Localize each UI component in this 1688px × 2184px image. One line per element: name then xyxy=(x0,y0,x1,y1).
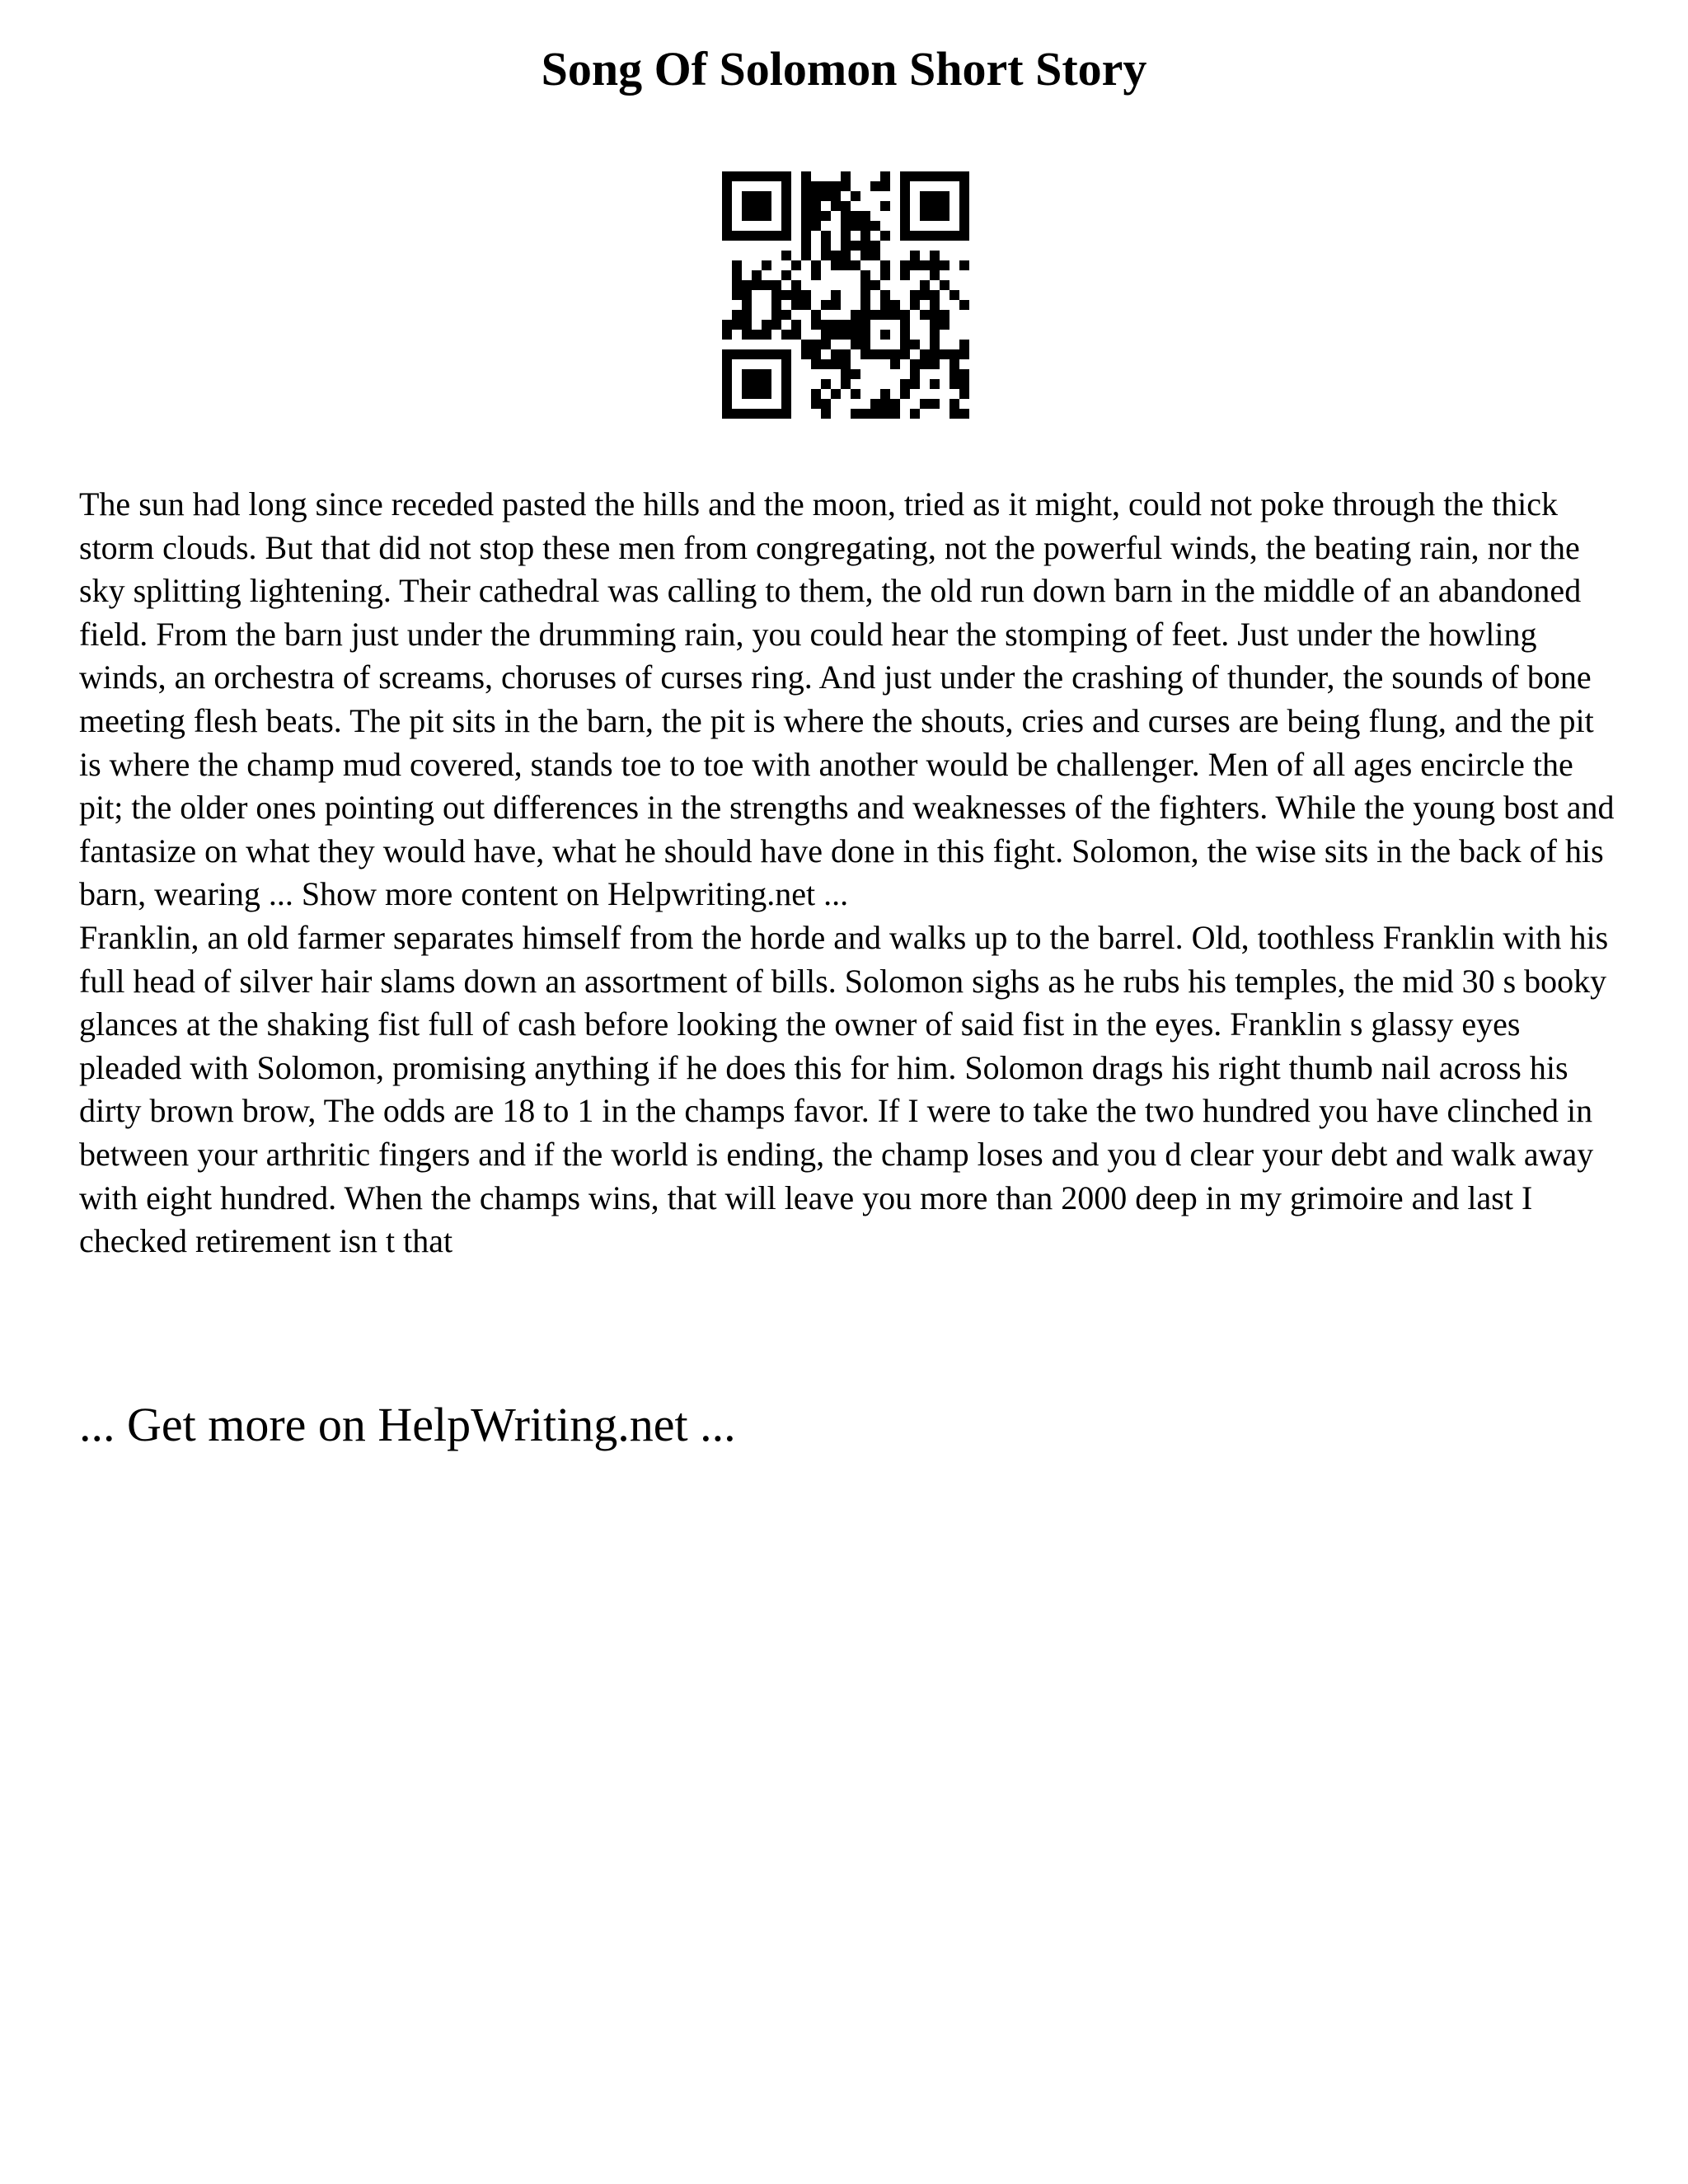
qr-code-icon xyxy=(722,171,969,419)
article-paragraph-2: Franklin, an old farmer separates himself from the horde and walks up to the barrel. Old, toothless Franklin with his full head of silver hair slams down an assortment of bills. Solomon sighs as he rubs his temples, the mid 30 s booky glances at the shaking fist full of cash before looking the owner of said fist in the eyes. Franklin s glassy eyes pleaded with Solomon, promising anything if he does this for him. Solomon drags his right thumb nail across his dirty brown brow, The odds are 18 to 1 in the champs favor. If I were to take the two hundred you have clinched in between your arthritic fingers and if the world is ending, the champ loses and you d clear your debt and walk away with eight hundred. When the champs wins, that will leave you more than 2000 deep in my grimoire and last I checked retirement isn t that xyxy=(79,918,1609,1260)
page-title: Song Of Solomon Short Story xyxy=(541,42,1147,96)
get-more-link[interactable]: ... Get more on HelpWriting.net ... xyxy=(79,1398,736,1451)
article-paragraph-1: The sun had long since receded pasted the hills and the moon, tried as it might, could not poke through the thick storm clouds. But that did not stop these men from congregating, not the powerful winds, the beating rain, nor the sky splitting lightening. Their cathedral was calling to them, the old run down barn in the middle of an abandoned field. From the barn just under the drumming rain, you could hear the stomping of feet. Just under the howling winds, an orchestra of screams, choruses of curses ring. And just under the crashing of thunder, the sounds of bone meeting flesh beats. The pit sits in the barn, the pit is where the shouts, cries and curses are being flung, and the pit is where the champ mud covered, stands toe to toe with another would be challenger. Men of all ages encircle the pit; the older ones pointing out differences in the strengths and weaknesses of the fighters. While the young bost and fantasize on what they would have, what he should have done in this fight. Solomon, the wise sits in the back of his barn, wearing ... Show more content on Helpwriting.net ... xyxy=(79,485,1615,913)
article-body xyxy=(79,483,1620,1263)
